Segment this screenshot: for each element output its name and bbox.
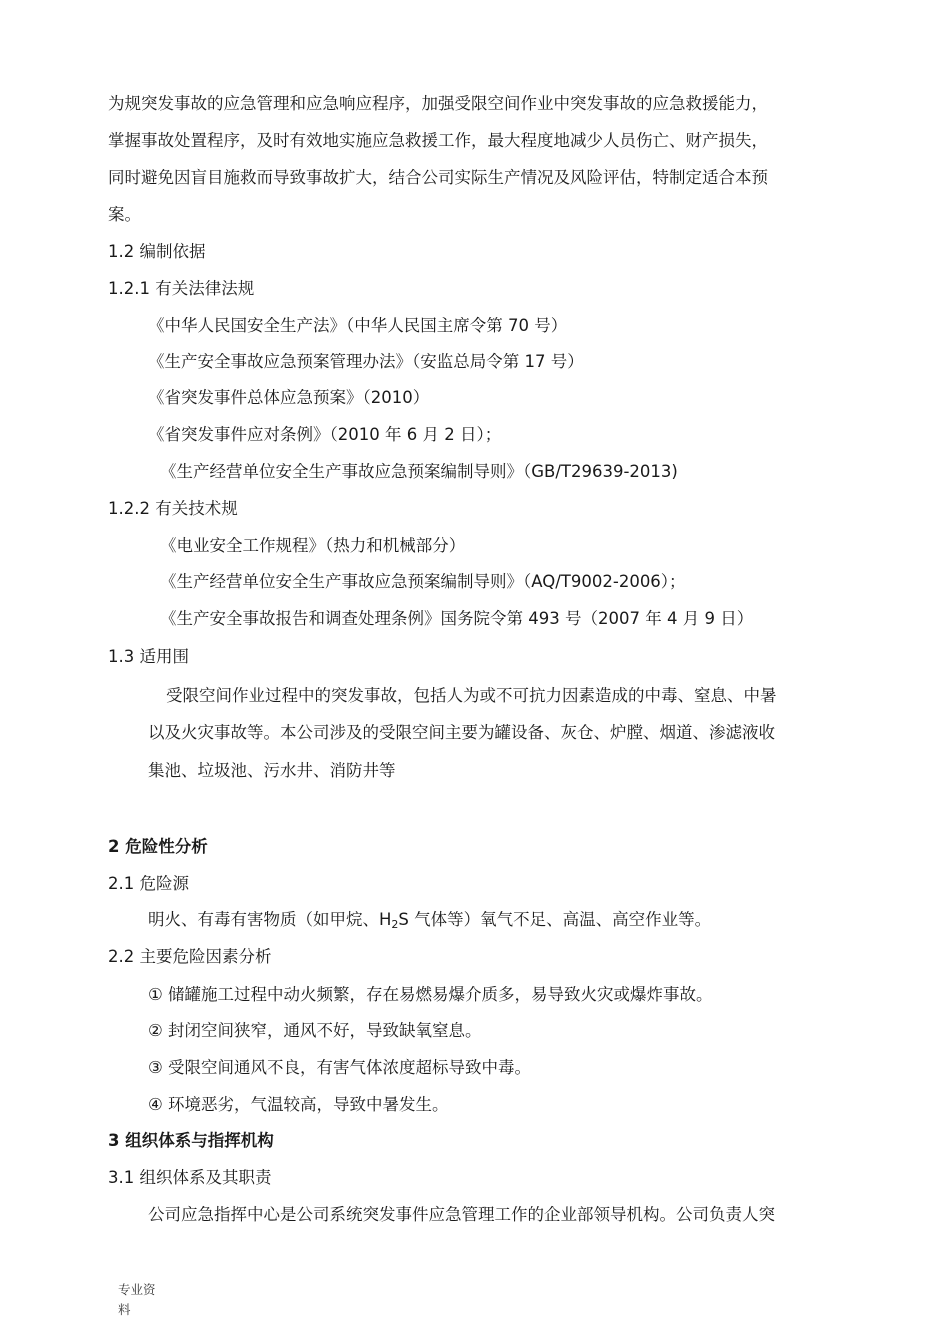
scope-line: 受限空间作业过程中的突发事故，包括人为或不可抗力因素造成的中毒、窒息、中暑 xyxy=(166,686,777,705)
hazard-subscript: 2 xyxy=(391,918,399,931)
section-heading-1-2: 1.2 编制依据 xyxy=(108,242,206,261)
intro-line: 案。 xyxy=(108,205,141,224)
section-heading-1-2-2: 1.2.2 有关技术规 xyxy=(108,499,238,518)
hazard-text-pre: 明火、有毒有害物质（如甲烷、H xyxy=(148,910,392,929)
section-heading-2-1: 2.1 危险源 xyxy=(108,874,189,893)
intro-line: 掌握事故处置程序，及时有效地实施应急救援工作，最大程度地减少人员伤亡、财产损失， xyxy=(108,131,768,150)
tech-item: 《生产经营单位安全生产事故应急预案编制导则》（AQ/T9002-2006）； xyxy=(160,572,686,591)
factor-item: ① 储罐施工过程中动火频繁，存在易燃易爆介质多，易导致火灾或爆炸事故。 xyxy=(148,985,713,1004)
scope-line: 以及火灾事故等。本公司涉及的受限空间主要为罐设备、灰仓、炉膛、烟道、渗滤液收 xyxy=(148,723,775,742)
hazard-text-post: S 气体等）氧气不足、高温、高空作业等。 xyxy=(398,910,712,929)
law-item: 《生产安全事故应急预案管理办法》（安监总局令第 17 号） xyxy=(148,352,584,371)
section-heading-2: 2 危险性分析 xyxy=(108,837,208,856)
factor-item: ③ 受限空间通风不良，有害气体浓度超标导致中毒。 xyxy=(148,1058,532,1077)
law-item: 《生产经营单位安全生产事故应急预案编制导则》（GB/T29639-2013) xyxy=(160,462,678,481)
tech-item: 《电业安全工作规程》（热力和机械部分） xyxy=(160,536,466,555)
footer-line: 专业资 xyxy=(118,1282,156,1297)
section-heading-1-2-1: 1.2.1 有关法律法规 xyxy=(108,279,255,298)
hazard-line xyxy=(148,909,711,931)
org-line: 公司应急指挥中心是公司系统突发事件应急管理工作的企业部领导机构。公司负责人突 xyxy=(148,1205,775,1224)
tech-item: 《生产安全事故报告和调查处理条例》国务院令第 493 号（2007 年 4 月 9 日） xyxy=(160,609,754,628)
section-heading-1-3: 1.3 适用围 xyxy=(108,647,189,666)
law-item: 《中华人民国安全生产法》（中华人民国主席令第 70 号） xyxy=(148,316,568,335)
law-item: 《省突发事件总体应急预案》（2010） xyxy=(148,388,430,407)
section-heading-3-1: 3.1 组织体系及其职责 xyxy=(108,1168,272,1187)
footer-line: 料 xyxy=(118,1302,131,1317)
section-heading-2-2: 2.2 主要危险因素分析 xyxy=(108,947,272,966)
factor-item: ④ 环境恶劣，气温较高，导致中暑发生。 xyxy=(148,1095,449,1114)
intro-line: 为规突发事故的应急管理和应急响应程序，加强受限空间作业中突发事故的应急救援能力， xyxy=(108,94,768,113)
page-footer xyxy=(118,1280,156,1320)
law-item: 《省突发事件应对条例》（2010 年 6 月 2 日）； xyxy=(148,425,502,444)
section-heading-3: 3 组织体系与指挥机构 xyxy=(108,1131,274,1150)
intro-line: 同时避免因盲目施救而导致事故扩大，结合公司实际生产情况及风险评估，特制定适合本预 xyxy=(108,168,768,187)
factor-item: ② 封闭空间狭窄，通风不好，导致缺氧窒息。 xyxy=(148,1021,482,1040)
scope-line: 集池、垃圾池、污水井、消防井等 xyxy=(148,761,396,780)
